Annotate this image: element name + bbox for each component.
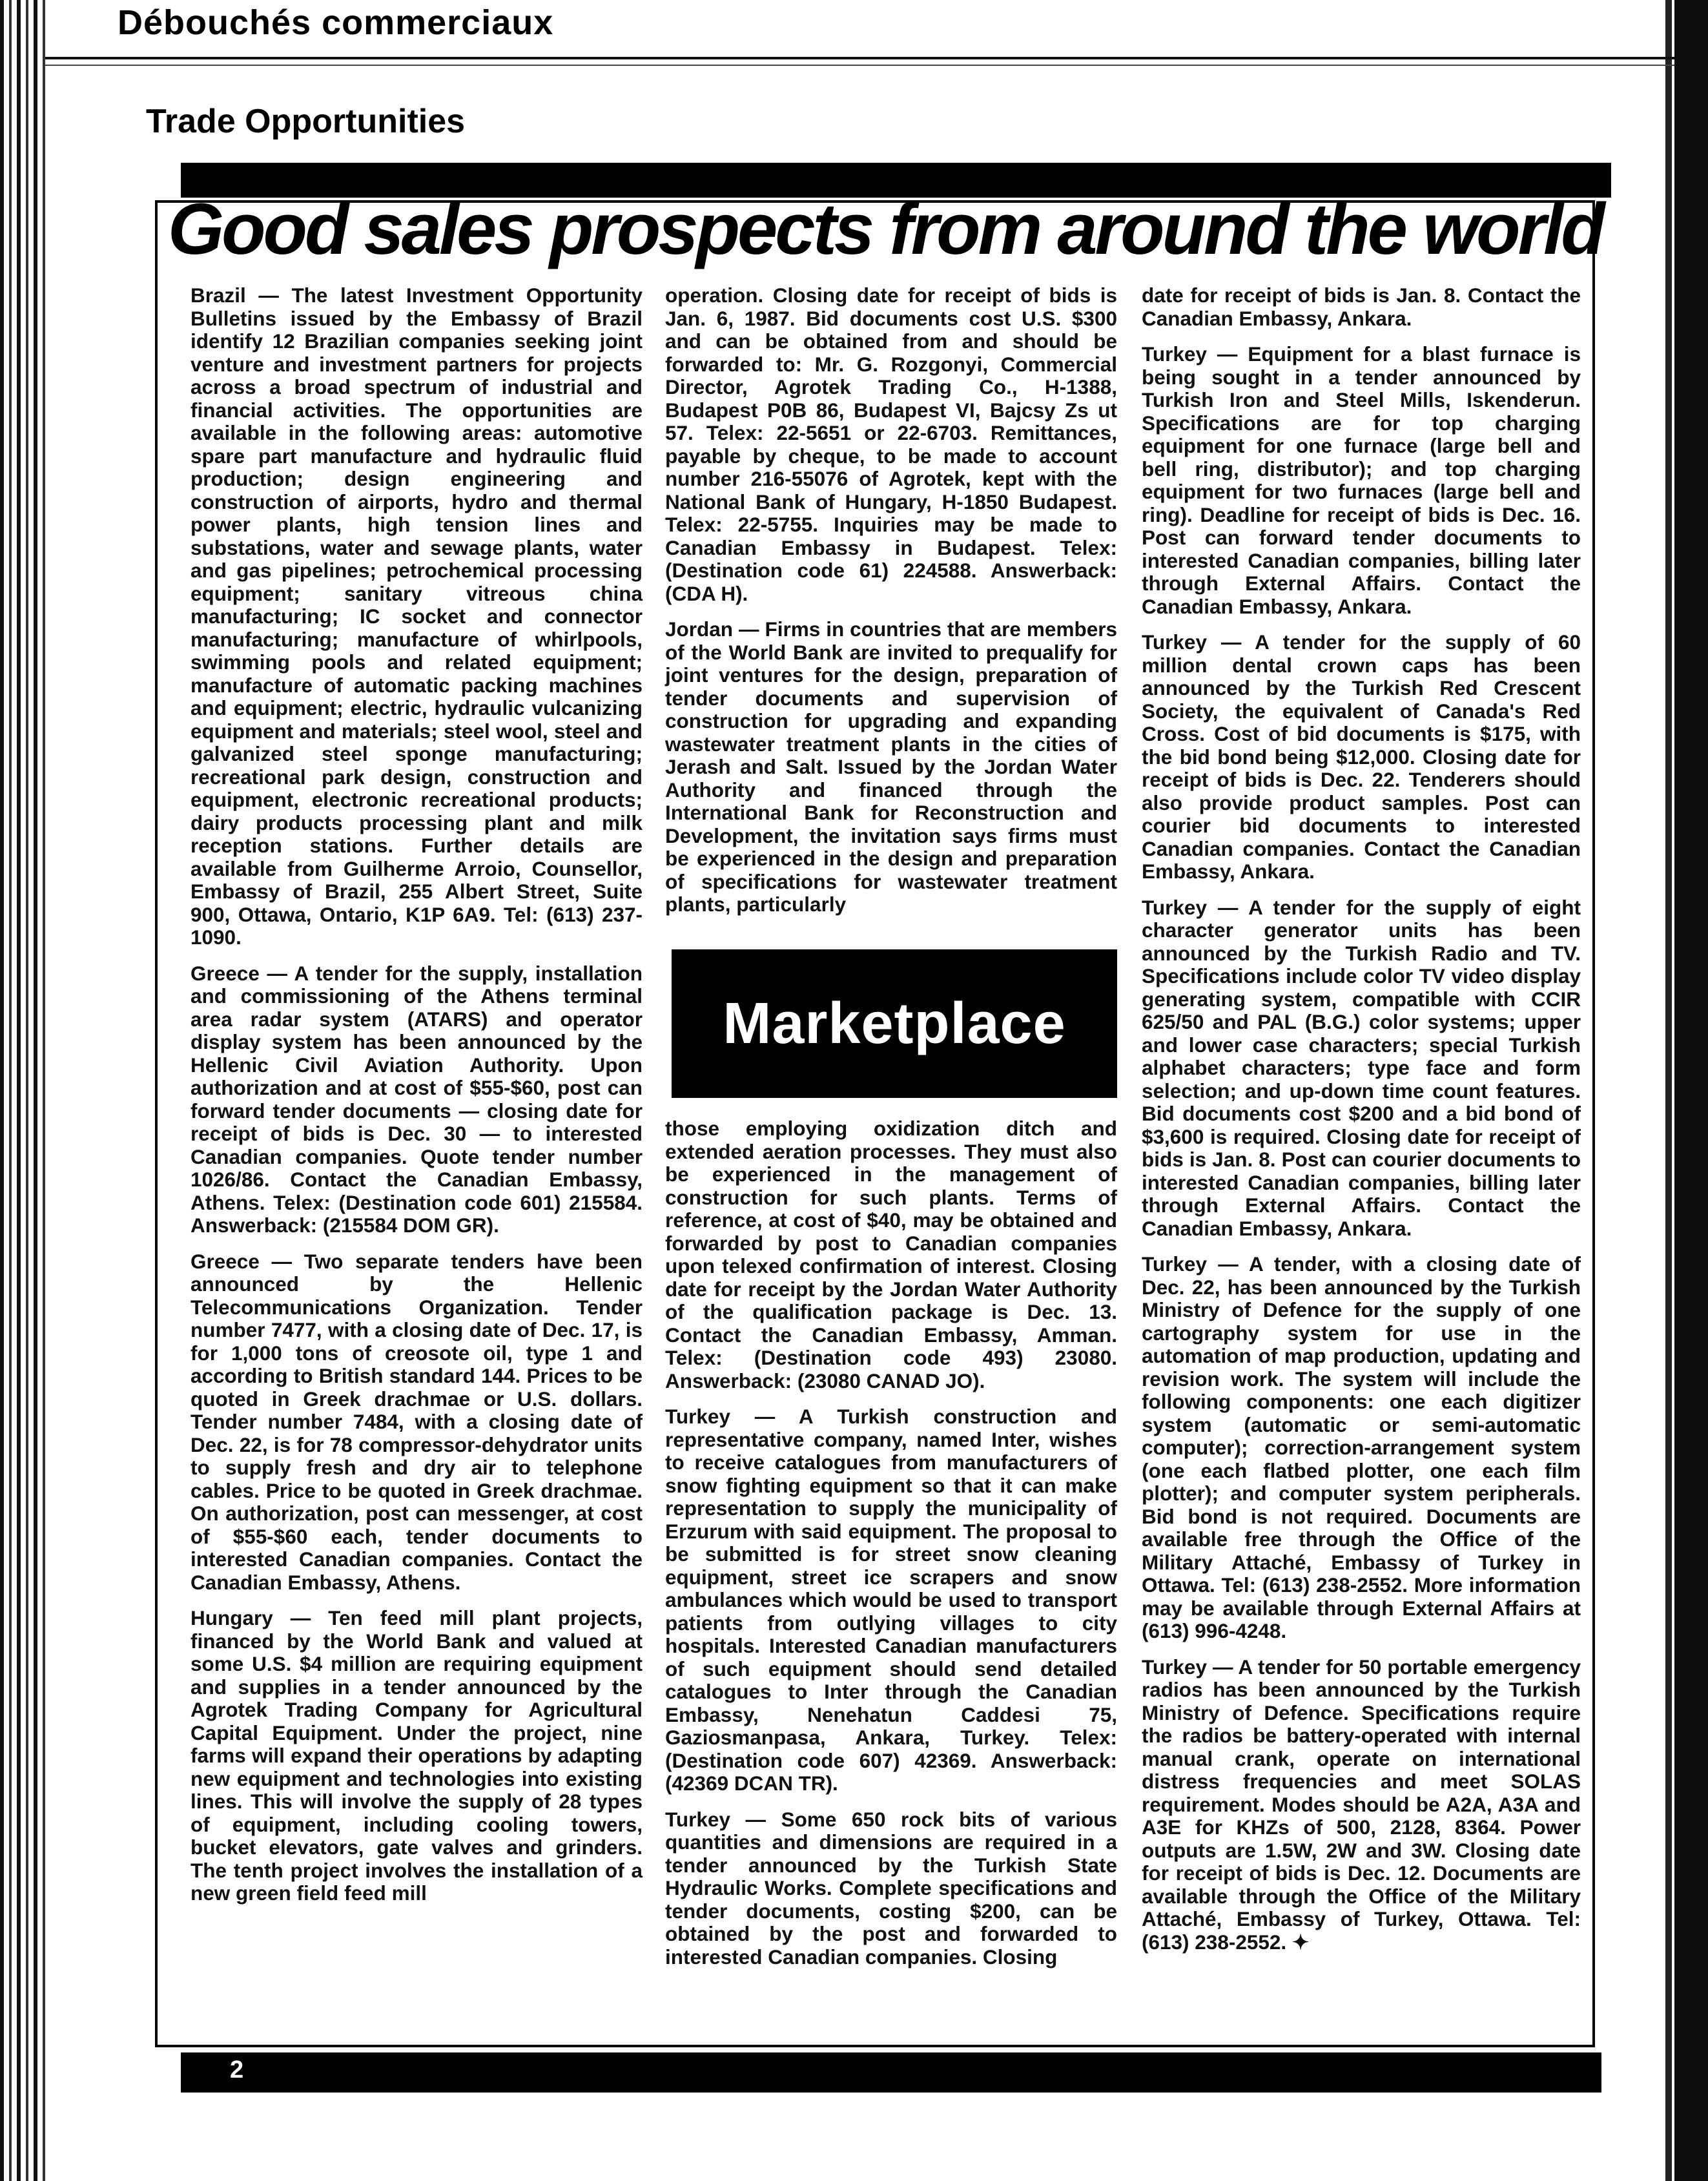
paragraph-lead: Brazil (190, 284, 246, 307)
column-3 (1142, 284, 1581, 1967)
article-paragraph (1142, 631, 1581, 884)
marketplace-label: Marketplace (723, 991, 1066, 1056)
section-label: Trade Opportunities (146, 103, 466, 140)
paragraph-text: — A tender, with a closing date of Dec. 22, has been announced by the Turkish Ministry of Defence for the supply of one cartography system for use in the automation of map production, updating and revision work. The system will include the following components: one each digitizer system (automatic or semi-automatic computer); correction-arrangement system (one each flatbed plotter, one each film plotter); and computer system peripherals. Bid bond is not required. Documents are available free through the Office of the Military Attaché, Embassy of Turkey in Ottawa. Tel: (613) 238-2552. More information may be available through External Affairs at (613) 996-4248. (1142, 1252, 1581, 1642)
article-paragraph (190, 962, 643, 1237)
article-paragraph (665, 618, 1117, 916)
top-rule-secondary (45, 65, 1674, 66)
paragraph-text: — The latest Investment Opportunity Bulletins issued by the Embassy of Brazil identify 12 Brazilian companies seeking joint venture and investment partners for projects across a broad spectrum of industrial and financial activities. The opportunities are available in the following areas: automotive spare part manufacture and hydraulic fluid production; design engineering and construction of airports, hydro and thermal power plants, high tension lines and substations, water and sewage plants, water and gas pipelines; petrochemical processing equipment; sanitary vitreous china manufacturing; IC socket and connector manufacturing; manufacture of whirlpools, swimming pools and related equipment; manufacture of automatic packing machines and equipment; electric, hydraulic vulcanizing equipment and materials; steel wool, steel and galvanized steel sponge manufacturing; recreational park design, construction and equipment, electronic recreational products; dairy products processing plant and milk reception stations. Further details are available from Guilherme Arroio, Counsellor, Embassy of Brazil, 255 Albert Street, Suite 900, Ottawa, Ontario, K1P 6A9. Tel: (613) 237-1090. (190, 284, 643, 949)
article-paragraph (665, 1117, 1117, 1392)
article-paragraph (190, 1250, 643, 1595)
paragraph-text: — A tender for the supply, installation and commissioning of the Athens terminal area radar system (ATARS) and operator display system has been announced by the Hellenic Civil Aviation Authority. Upon authorization and at cost of $55-$60, post can forward tender documents — closing date for receipt of bids is Dec. 30 — to interested Canadian companies. Quote tender number 1026/86. Contact the Canadian Embassy, Athens. Telex: (Destination code 601) 215584. Answerback: (215584 DOM GR). (190, 961, 643, 1237)
marketplace-box (672, 949, 1117, 1098)
running-head: Débouchés commerciaux (118, 3, 554, 42)
article-paragraph (665, 1808, 1117, 1969)
article-paragraph (1142, 284, 1581, 330)
top-rule (45, 57, 1674, 59)
binding-edge-right (1674, 0, 1708, 2181)
paragraph-text: — A Turkish construction and representative company, named Inter, wishes to receive catalogues from manufacturers of snow fighting equipment so that it can make representation to supply the municipality of Erzurum with said equipment. The proposal to be submitted is for street snow cleaning equipment, street ice scrapers and snow ambulances which would be used to transport patients from outlying villages to city hospitals. Interested Canadian manufacturers of such equipment should send detailed catalogues to Inter through the Canadian Embassy, Nenehatun Caddesi 75, Gaziosmanpasa, Ankara, Turkey. Telex: (Destination code 607) 42369. Answerback: (42369 DCAN TR). (665, 1405, 1117, 1795)
paragraph-text: — Firms in countries that are members of the World Bank are invited to prequalify for joint ventures for the design, preparation of tender documents and supervision of construction for upgrading and expanding wastewater treatment plants in the cities of Jerash and Salt. Issued by the Jordan Water Authority and financed through the International Bank for Reconstruction and Development, the invitation says firms must be experienced in the design and preparation of specifications for wastewater treatment plants, particularly (665, 617, 1117, 916)
paragraph-lead: Turkey (665, 1807, 730, 1831)
paragraph-text: operation. Closing date for receipt of bids is Jan. 6, 1987. Bid documents cost U.S. $300 and can be obtained from and should be forwarded to: Mr. G. Rozgonyi, Commercial Director, Agrotek Trading Co., H-1388, Budapest P0B 86, Budapest VI, Bajcsy Zs ut 57. Telex: 22-5651 or 22-6703. Remittances, payable by cheque, to be made to account number 216-55076 of Agrotek, kept with the National Bank of Hungary, H-1850 Budapest. Telex: 22-5755. Inquiries may be made to Canadian Embassy in Budapest. Telex: (Destination code 61) 224588. Answerback: (CDA H). (665, 284, 1117, 605)
paragraph-lead: Hungary (190, 1606, 273, 1629)
paragraph-text: — A tender for the supply of eight character generator units has been announced by the Turkish Radio and TV. Specifications include color TV video display generating system, compatible with CCIR 625/50 and PAL (B.G.) color systems; upper and lower case characters; special Turkish alphabet characters; type face and form selection; and up-down time count features. Bid documents cost $200 and a bid bond of $3,600 is required. Closing date for receipt of bids is Jan. 8. Post can courier documents to interested Canadian companies, billing later through External Affairs. Contact the Canadian Embassy, Ankara. (1142, 895, 1581, 1240)
article-paragraph (190, 1607, 643, 1905)
paragraph-lead: Turkey (665, 1405, 730, 1428)
paragraph-lead: Greece (190, 961, 260, 985)
paragraph-text: — Two separate tenders have been announced by the Hellenic Telecommunications Organization. Tender number 7477, with a closing date of Dec. 17, is for 1,000 tons of creosote oil, type 1 and according to British standard 144. Prices to be quoted in Greek drachmae or U.S. dollars. Tender number 7484, with a closing date of Dec. 22, is for 78 compressor-dehydrator units to supply fresh and dry air to telephone cables. Price to be quoted in Greek drachmae. On authorization, post can messenger, at cost of $55-$60 each, tender documents to interested Canadian companies. Contact the Canadian Embassy, Athens. (190, 1249, 643, 1594)
footer-bar (181, 2052, 1601, 2093)
article-paragraph (1142, 1656, 1581, 1954)
article-paragraph (665, 284, 1117, 605)
paragraph-lead: Jordan (665, 617, 734, 641)
page-number: 2 (230, 2056, 244, 2083)
article-paragraph (1142, 1253, 1581, 1643)
paragraph-lead: Greece (190, 1249, 260, 1273)
column-2-continued (665, 1117, 1117, 1981)
paragraph-text: — Ten feed mill plant projects, financed by the World Bank and valued at some U.S. $4 million are requiring equipment and supplies in a tender announced by the Agrotek Trading Company for Agricultural Capital Equipment. Under the project, nine farms will expand their operations by adapting new equipment and technologies into existing lines. This will involve the supply of 28 types of equipment, including cooling towers, bucket elevators, gate valves and grinders. The tenth project involves the installation of a new green field feed mill (190, 1606, 643, 1905)
paragraph-text: — A tender for 50 portable emergency radios has been announced by the Turkish Ministry of Defence. Specifications require the radios be battery-operated with internal manual crank, operate on international distress frequencies and meet SOLAS requirement. Modes should be A2A, A3A and A3E for KHZs of 500, 2128, 8364. Power outputs are 1.5W, 2W and 3W. Closing date for receipt of bids is Dec. 12. Documents are available through the Office of the Military Attaché, Embassy of Turkey, Ottawa. Tel: (613) 238-2552. ✦ (1142, 1655, 1581, 1954)
paragraph-lead: Turkey (1142, 1655, 1207, 1679)
article-paragraph (665, 1405, 1117, 1795)
paragraph-lead: Turkey (1142, 342, 1207, 366)
article-paragraph (1142, 343, 1581, 618)
paragraph-text: — Some 650 rock bits of various quantities and dimensions are required in a tender announced by the Turkish State Hydraulic Works. Complete specifications and tender documents, costing $200, can be obtained by the post and forwarded to interested Canadian companies. Closing (665, 1807, 1117, 1969)
column-1 (190, 284, 643, 1918)
paragraph-text: those employing oxidization ditch and extended aeration processes. They must also be experienced in the management of construction for such plants. Terms of reference, at cost of $40, may be obtained and forwarded by post to Canadian companies upon telexed confirmation of interest. Closing date for receipt by the Jordan Water Authority of the qualification package is Dec. 13. Contact the Canadian Embassy, Amman. Telex: (Destination code 493) 23080. Answerback: (23080 CANAD JO). (665, 1117, 1117, 1392)
article-paragraph (1142, 896, 1581, 1241)
paragraph-lead: Turkey (1142, 1252, 1207, 1276)
headline: Good sales prospects from around the world (168, 189, 1603, 269)
article-paragraph (190, 284, 643, 949)
paragraph-text: — A tender for the supply of 60 million dental crown caps has been announced by the Turkish Red Crescent Society, the equivalent of Canada's Red Cross. Cost of bid documents is $175, with the bid bond being $12,000. Closing date for receipt of bids is Dec. 22. Tenderers should also provide product samples. Post can courier bid documents to interested Canadian companies. Contact the Canadian Embassy, Ankara. (1142, 630, 1581, 883)
paragraph-text: — Equipment for a blast furnace is being sought in a tender announced by Turkish Iron and Steel Mills, Iskenderun. Specifications are for top charging equipment for one furnace (large bell and bell ring, distributor); and top charging equipment for two furnaces (large bell and ring). Deadline for receipt of bids is Dec. 16. Post can forward tender documents to interested Canadian companies, billing later through External Affairs. Contact the Canadian Embassy, Ankara. (1142, 342, 1581, 618)
paragraph-lead: Turkey (1142, 895, 1207, 919)
column-2 (665, 284, 1117, 929)
paragraph-text: date for receipt of bids is Jan. 8. Contact the Canadian Embassy, Ankara. (1142, 284, 1581, 330)
binding-edge-left (0, 0, 45, 2181)
paragraph-lead: Turkey (1142, 630, 1207, 654)
